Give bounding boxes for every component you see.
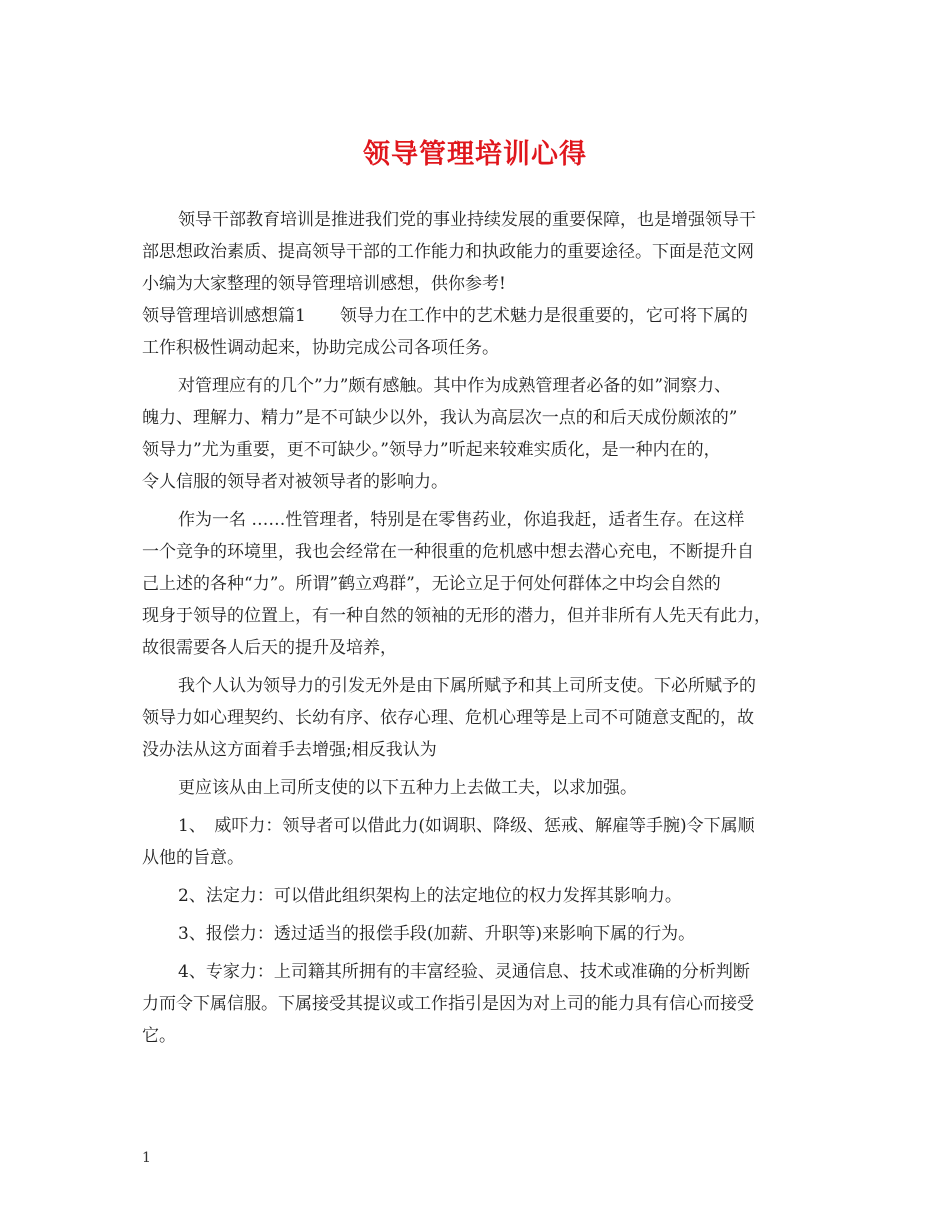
- text-line: 3、报偿力：透过适当的报偿手段(加薪、升职等)来影响下属的行为。: [178, 924, 696, 944]
- text-line: 领导力”尤为重要，更不可缺少。”领导力”听起来较难实质化，是一种内在的，: [142, 440, 721, 460]
- text-line: 对管理应有的几个”力”颇有感触。其中作为成熟管理者必备的如”洞察力、: [178, 376, 732, 396]
- text-line: 从他的旨意。: [142, 848, 244, 868]
- text-line: 领导管理培训感想篇1 领导力在工作中的艺术魅力是很重要的，它可将下属的: [142, 306, 748, 326]
- text-line: 部思想政治素质、提高领导干部的工作能力和执政能力的重要途径。下面是范文网: [142, 242, 754, 262]
- text-line: 更应该从由上司所支使的以下五种力上去做工夫，以求加强。: [178, 778, 637, 798]
- text-line: 它。: [142, 1026, 176, 1046]
- text-line: 我个人认为领导力的引发无外是由下属所赋予和其上司所支使。下必所赋予的: [178, 676, 756, 696]
- text-line: 一个竞争的环境里，我也会经常在一种很重的危机感中想去潜心充电，不断提升自: [142, 542, 754, 562]
- text-line: 现身于领导的位置上，有一种自然的领袖的无形的潜力，但并非所有人先天有此力，: [142, 606, 771, 626]
- text-line: 工作积极性调动起来，协助完成公司各项任务。: [142, 338, 499, 358]
- text-line: 领导干部教育培训是推进我们党的事业持续发展的重要保障，也是增强领导干: [178, 210, 756, 230]
- text-line: 2、法定力：可以借此组织架构上的法定地位的权力发挥其影响力。: [178, 886, 682, 906]
- text-line: 没办法从这方面着手去增强;相反我认为: [142, 740, 437, 760]
- text-line: 力而令下属信服。下属接受其提议或工作指引是因为对上司的能力具有信心而接受: [142, 994, 754, 1014]
- text-line: 小编为大家整理的领导管理培训感想，供你参考!: [142, 274, 506, 294]
- text-line: 故很需要各人后天的提升及培养，: [142, 638, 397, 658]
- text-line: 4、专家力：上司籍其所拥有的丰富经验、灵通信息、技术或准确的分析判断: [178, 962, 750, 982]
- text-line: 领导力如心理契约、长幼有序、依存心理、危机心理等是上司不可随意支配的，故: [142, 708, 754, 728]
- text-line: 己上述的各种“力”。所谓”鹤立鸡群”，无论立足于何处何群体之中均会自然的: [142, 574, 721, 594]
- text-line: 1、 威吓力：领导者可以借此力(如调职、降级、惩戒、解雇等手腕)令下属顺: [178, 816, 755, 836]
- text-line: 令人信服的领导者对被领导者的影响力。: [142, 472, 448, 492]
- text-line: 作为一名 ……性管理者，特别是在零售药业，你追我赶，适者生存。在这样: [178, 510, 745, 530]
- page-number: 1: [142, 1150, 151, 1166]
- text-line: 魄力、理解力、精力”是不可缺少以外，我认为高层次一点的和后天成份颇浓的”: [142, 408, 738, 428]
- document-body: [142, 204, 810, 1052]
- document-title: 领导管理培训心得: [363, 139, 587, 170]
